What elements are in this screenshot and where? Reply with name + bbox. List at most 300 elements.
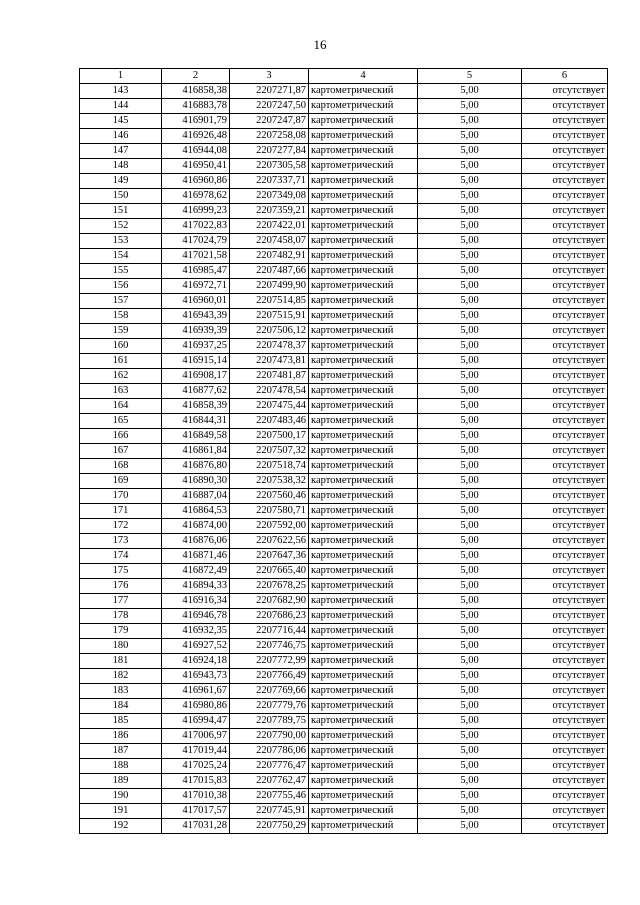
point-number-cell: 170	[80, 489, 162, 504]
method-cell: картометрический	[309, 654, 418, 669]
point-number-cell: 168	[80, 459, 162, 474]
table-row	[80, 324, 608, 339]
accuracy-cell: 5,00	[418, 114, 522, 129]
page-number: 16	[313, 37, 327, 52]
method-cell: картометрический	[309, 144, 418, 159]
description-cell: отсутствует	[522, 354, 608, 369]
x-coordinate-cell: 416883,78	[162, 99, 230, 114]
point-number-cell: 163	[80, 384, 162, 399]
y-coordinate-cell: 2207789,75	[230, 714, 309, 729]
y-coordinate-cell: 2207478,37	[230, 339, 309, 354]
point-number-cell: 181	[80, 654, 162, 669]
x-coordinate-cell: 416915,14	[162, 354, 230, 369]
description-cell: отсутствует	[522, 414, 608, 429]
accuracy-cell: 5,00	[418, 774, 522, 789]
method-cell: картометрический	[309, 714, 418, 729]
method-cell: картометрический	[309, 489, 418, 504]
y-coordinate-cell: 2207478,54	[230, 384, 309, 399]
point-number-cell: 171	[80, 504, 162, 519]
accuracy-cell: 5,00	[418, 714, 522, 729]
accuracy-cell: 5,00	[418, 159, 522, 174]
table-body	[80, 84, 608, 834]
x-coordinate-cell: 416932,35	[162, 624, 230, 639]
description-cell: отсутствует	[522, 489, 608, 504]
point-number-cell: 185	[80, 714, 162, 729]
accuracy-cell: 5,00	[418, 294, 522, 309]
accuracy-cell: 5,00	[418, 84, 522, 99]
y-coordinate-cell: 2207762,47	[230, 774, 309, 789]
x-coordinate-cell: 416908,17	[162, 369, 230, 384]
coordinates-table	[79, 68, 608, 834]
method-cell: картометрический	[309, 744, 418, 759]
point-number-cell: 167	[80, 444, 162, 459]
description-cell: отсутствует	[522, 294, 608, 309]
method-cell: картометрический	[309, 174, 418, 189]
description-cell: отсутствует	[522, 399, 608, 414]
table-row	[80, 684, 608, 699]
x-coordinate-cell: 416937,25	[162, 339, 230, 354]
description-cell: отсутствует	[522, 819, 608, 834]
accuracy-cell: 5,00	[418, 279, 522, 294]
method-cell: картометрический	[309, 159, 418, 174]
table-row	[80, 819, 608, 834]
x-coordinate-cell: 417017,57	[162, 804, 230, 819]
accuracy-cell: 5,00	[418, 264, 522, 279]
x-coordinate-cell: 416876,80	[162, 459, 230, 474]
x-coordinate-cell: 416943,73	[162, 669, 230, 684]
x-coordinate-cell: 416876,06	[162, 534, 230, 549]
accuracy-cell: 5,00	[418, 174, 522, 189]
point-number-cell: 143	[80, 84, 162, 99]
table-row	[80, 789, 608, 804]
method-cell: картометрический	[309, 444, 418, 459]
description-cell: отсутствует	[522, 804, 608, 819]
accuracy-cell: 5,00	[418, 564, 522, 579]
point-number-cell: 176	[80, 579, 162, 594]
accuracy-cell: 5,00	[418, 129, 522, 144]
method-cell: картометрический	[309, 774, 418, 789]
point-number-cell: 190	[80, 789, 162, 804]
x-coordinate-cell: 416874,00	[162, 519, 230, 534]
point-number-cell: 182	[80, 669, 162, 684]
accuracy-cell: 5,00	[418, 444, 522, 459]
table-row	[80, 219, 608, 234]
x-coordinate-cell: 416985,47	[162, 264, 230, 279]
accuracy-cell: 5,00	[418, 579, 522, 594]
method-cell: картометрический	[309, 549, 418, 564]
table-row	[80, 714, 608, 729]
column-header: 1	[80, 69, 162, 84]
method-cell: картометрический	[309, 294, 418, 309]
y-coordinate-cell: 2207475,44	[230, 399, 309, 414]
table-row	[80, 414, 608, 429]
y-coordinate-cell: 2207560,46	[230, 489, 309, 504]
point-number-cell: 166	[80, 429, 162, 444]
accuracy-cell: 5,00	[418, 519, 522, 534]
method-cell: картометрический	[309, 384, 418, 399]
y-coordinate-cell: 2207247,50	[230, 99, 309, 114]
table-row	[80, 759, 608, 774]
point-number-cell: 164	[80, 399, 162, 414]
table-row	[80, 699, 608, 714]
x-coordinate-cell: 417015,83	[162, 774, 230, 789]
y-coordinate-cell: 2207786,06	[230, 744, 309, 759]
y-coordinate-cell: 2207271,87	[230, 84, 309, 99]
y-coordinate-cell: 2207482,91	[230, 249, 309, 264]
y-coordinate-cell: 2207622,56	[230, 534, 309, 549]
description-cell: отсутствует	[522, 324, 608, 339]
method-cell: картометрический	[309, 84, 418, 99]
point-number-cell: 165	[80, 414, 162, 429]
x-coordinate-cell: 416916,34	[162, 594, 230, 609]
y-coordinate-cell: 2207580,71	[230, 504, 309, 519]
table-row	[80, 744, 608, 759]
table-row	[80, 534, 608, 549]
x-coordinate-cell: 416887,04	[162, 489, 230, 504]
description-cell: отсутствует	[522, 549, 608, 564]
description-cell: отсутствует	[522, 174, 608, 189]
point-number-cell: 189	[80, 774, 162, 789]
method-cell: картометрический	[309, 624, 418, 639]
method-cell: картометрический	[309, 264, 418, 279]
column-header: 3	[230, 69, 309, 84]
point-number-cell: 172	[80, 519, 162, 534]
point-number-cell: 180	[80, 639, 162, 654]
x-coordinate-cell: 416994,47	[162, 714, 230, 729]
point-number-cell: 149	[80, 174, 162, 189]
point-number-cell: 158	[80, 309, 162, 324]
description-cell: отсутствует	[522, 474, 608, 489]
x-coordinate-cell: 416871,46	[162, 549, 230, 564]
column-header: 6	[522, 69, 608, 84]
x-coordinate-cell: 416960,01	[162, 294, 230, 309]
accuracy-cell: 5,00	[418, 399, 522, 414]
x-coordinate-cell: 416924,18	[162, 654, 230, 669]
y-coordinate-cell: 2207422,01	[230, 219, 309, 234]
x-coordinate-cell: 416849,58	[162, 429, 230, 444]
accuracy-cell: 5,00	[418, 489, 522, 504]
y-coordinate-cell: 2207790,00	[230, 729, 309, 744]
point-number-cell: 186	[80, 729, 162, 744]
accuracy-cell: 5,00	[418, 789, 522, 804]
accuracy-cell: 5,00	[418, 324, 522, 339]
description-cell: отсутствует	[522, 504, 608, 519]
accuracy-cell: 5,00	[418, 459, 522, 474]
point-number-cell: 169	[80, 474, 162, 489]
y-coordinate-cell: 2207359,21	[230, 204, 309, 219]
x-coordinate-cell: 416872,49	[162, 564, 230, 579]
accuracy-cell: 5,00	[418, 339, 522, 354]
method-cell: картометрический	[309, 399, 418, 414]
table-row	[80, 249, 608, 264]
x-coordinate-cell: 416858,38	[162, 84, 230, 99]
x-coordinate-cell: 417006,97	[162, 729, 230, 744]
point-number-cell: 147	[80, 144, 162, 159]
table-row	[80, 84, 608, 99]
description-cell: отсутствует	[522, 774, 608, 789]
method-cell: картометрический	[309, 639, 418, 654]
description-cell: отсутствует	[522, 219, 608, 234]
point-number-cell: 173	[80, 534, 162, 549]
description-cell: отсутствует	[522, 789, 608, 804]
table-row	[80, 189, 608, 204]
y-coordinate-cell: 2207473,81	[230, 354, 309, 369]
table-row	[80, 354, 608, 369]
description-cell: отсутствует	[522, 279, 608, 294]
accuracy-cell: 5,00	[418, 354, 522, 369]
description-cell: отсутствует	[522, 714, 608, 729]
x-coordinate-cell: 416999,23	[162, 204, 230, 219]
y-coordinate-cell: 2207500,17	[230, 429, 309, 444]
method-cell: картометрический	[309, 684, 418, 699]
x-coordinate-cell: 416960,86	[162, 174, 230, 189]
y-coordinate-cell: 2207686,23	[230, 609, 309, 624]
description-cell: отсутствует	[522, 144, 608, 159]
y-coordinate-cell: 2207779,76	[230, 699, 309, 714]
accuracy-cell: 5,00	[418, 204, 522, 219]
method-cell: картометрический	[309, 504, 418, 519]
table-header-row	[80, 69, 608, 84]
description-cell: отсутствует	[522, 624, 608, 639]
description-cell: отсутствует	[522, 609, 608, 624]
table-row	[80, 669, 608, 684]
table-row	[80, 549, 608, 564]
accuracy-cell: 5,00	[418, 249, 522, 264]
description-cell: отсутствует	[522, 699, 608, 714]
x-coordinate-cell: 416944,08	[162, 144, 230, 159]
method-cell: картометрический	[309, 609, 418, 624]
table-row	[80, 519, 608, 534]
point-number-cell: 153	[80, 234, 162, 249]
table-row	[80, 279, 608, 294]
description-cell: отсутствует	[522, 234, 608, 249]
point-number-cell: 175	[80, 564, 162, 579]
accuracy-cell: 5,00	[418, 759, 522, 774]
x-coordinate-cell: 416901,79	[162, 114, 230, 129]
x-coordinate-cell: 416890,30	[162, 474, 230, 489]
method-cell: картометрический	[309, 369, 418, 384]
accuracy-cell: 5,00	[418, 414, 522, 429]
y-coordinate-cell: 2207247,87	[230, 114, 309, 129]
table-row	[80, 729, 608, 744]
method-cell: картометрический	[309, 189, 418, 204]
description-cell: отсутствует	[522, 384, 608, 399]
method-cell: картометрический	[309, 789, 418, 804]
description-cell: отсутствует	[522, 264, 608, 279]
point-number-cell: 154	[80, 249, 162, 264]
column-header: 2	[162, 69, 230, 84]
x-coordinate-cell: 416894,33	[162, 579, 230, 594]
x-coordinate-cell: 417022,83	[162, 219, 230, 234]
y-coordinate-cell: 2207514,85	[230, 294, 309, 309]
y-coordinate-cell: 2207682,90	[230, 594, 309, 609]
method-cell: картометрический	[309, 519, 418, 534]
y-coordinate-cell: 2207647,36	[230, 549, 309, 564]
y-coordinate-cell: 2207772,99	[230, 654, 309, 669]
description-cell: отсутствует	[522, 759, 608, 774]
description-cell: отсутствует	[522, 309, 608, 324]
table-row	[80, 234, 608, 249]
x-coordinate-cell: 416939,39	[162, 324, 230, 339]
point-number-cell: 162	[80, 369, 162, 384]
method-cell: картометрический	[309, 324, 418, 339]
table-row	[80, 129, 608, 144]
table-row	[80, 609, 608, 624]
description-cell: отсутствует	[522, 159, 608, 174]
table-row	[80, 489, 608, 504]
point-number-cell: 191	[80, 804, 162, 819]
point-number-cell: 192	[80, 819, 162, 834]
method-cell: картометрический	[309, 99, 418, 114]
table-row	[80, 294, 608, 309]
description-cell: отсутствует	[522, 459, 608, 474]
x-coordinate-cell: 416858,39	[162, 399, 230, 414]
accuracy-cell: 5,00	[418, 804, 522, 819]
description-cell: отсутствует	[522, 114, 608, 129]
point-number-cell: 174	[80, 549, 162, 564]
y-coordinate-cell: 2207592,00	[230, 519, 309, 534]
column-header: 4	[309, 69, 418, 84]
y-coordinate-cell: 2207507,32	[230, 444, 309, 459]
point-number-cell: 187	[80, 744, 162, 759]
y-coordinate-cell: 2207766,49	[230, 669, 309, 684]
method-cell: картометрический	[309, 819, 418, 834]
table-row	[80, 579, 608, 594]
table-row	[80, 474, 608, 489]
method-cell: картометрический	[309, 249, 418, 264]
description-cell: отсутствует	[522, 519, 608, 534]
y-coordinate-cell: 2207458,07	[230, 234, 309, 249]
x-coordinate-cell: 416972,71	[162, 279, 230, 294]
y-coordinate-cell: 2207277,84	[230, 144, 309, 159]
accuracy-cell: 5,00	[418, 684, 522, 699]
method-cell: картометрический	[309, 669, 418, 684]
description-cell: отсутствует	[522, 594, 608, 609]
accuracy-cell: 5,00	[418, 669, 522, 684]
point-number-cell: 159	[80, 324, 162, 339]
method-cell: картометрический	[309, 579, 418, 594]
method-cell: картометрический	[309, 204, 418, 219]
accuracy-cell: 5,00	[418, 609, 522, 624]
method-cell: картометрический	[309, 534, 418, 549]
point-number-cell: 161	[80, 354, 162, 369]
point-number-cell: 178	[80, 609, 162, 624]
accuracy-cell: 5,00	[418, 309, 522, 324]
description-cell: отсутствует	[522, 204, 608, 219]
point-number-cell: 177	[80, 594, 162, 609]
y-coordinate-cell: 2207746,75	[230, 639, 309, 654]
table-row	[80, 144, 608, 159]
description-cell: отсутствует	[522, 564, 608, 579]
point-number-cell: 157	[80, 294, 162, 309]
x-coordinate-cell: 417025,24	[162, 759, 230, 774]
description-cell: отсутствует	[522, 339, 608, 354]
table-row	[80, 594, 608, 609]
method-cell: картометрический	[309, 564, 418, 579]
table-row	[80, 174, 608, 189]
table-row	[80, 114, 608, 129]
table-row	[80, 99, 608, 114]
y-coordinate-cell: 2207750,29	[230, 819, 309, 834]
table-row	[80, 564, 608, 579]
y-coordinate-cell: 2207515,91	[230, 309, 309, 324]
description-cell: отсутствует	[522, 429, 608, 444]
point-number-cell: 146	[80, 129, 162, 144]
method-cell: картометрический	[309, 114, 418, 129]
x-coordinate-cell: 416926,48	[162, 129, 230, 144]
table-row	[80, 339, 608, 354]
x-coordinate-cell: 416861,84	[162, 444, 230, 459]
y-coordinate-cell: 2207776,47	[230, 759, 309, 774]
x-coordinate-cell: 417021,58	[162, 249, 230, 264]
x-coordinate-cell: 416864,53	[162, 504, 230, 519]
x-coordinate-cell: 416946,78	[162, 609, 230, 624]
accuracy-cell: 5,00	[418, 744, 522, 759]
table-row	[80, 384, 608, 399]
description-cell: отсутствует	[522, 369, 608, 384]
y-coordinate-cell: 2207337,71	[230, 174, 309, 189]
accuracy-cell: 5,00	[418, 234, 522, 249]
description-cell: отсутствует	[522, 129, 608, 144]
accuracy-cell: 5,00	[418, 729, 522, 744]
accuracy-cell: 5,00	[418, 594, 522, 609]
description-cell: отсутствует	[522, 249, 608, 264]
table-row	[80, 639, 608, 654]
x-coordinate-cell: 416927,52	[162, 639, 230, 654]
table-row	[80, 504, 608, 519]
accuracy-cell: 5,00	[418, 99, 522, 114]
accuracy-cell: 5,00	[418, 369, 522, 384]
point-number-cell: 148	[80, 159, 162, 174]
method-cell: картометрический	[309, 759, 418, 774]
point-number-cell: 188	[80, 759, 162, 774]
description-cell: отсутствует	[522, 84, 608, 99]
x-coordinate-cell: 416943,39	[162, 309, 230, 324]
y-coordinate-cell: 2207769,66	[230, 684, 309, 699]
table-row	[80, 444, 608, 459]
y-coordinate-cell: 2207487,66	[230, 264, 309, 279]
x-coordinate-cell: 417010,38	[162, 789, 230, 804]
description-cell: отсутствует	[522, 744, 608, 759]
y-coordinate-cell: 2207538,32	[230, 474, 309, 489]
description-cell: отсутствует	[522, 189, 608, 204]
y-coordinate-cell: 2207755,46	[230, 789, 309, 804]
point-number-cell: 145	[80, 114, 162, 129]
point-number-cell: 156	[80, 279, 162, 294]
accuracy-cell: 5,00	[418, 624, 522, 639]
y-coordinate-cell: 2207665,40	[230, 564, 309, 579]
method-cell: картометрический	[309, 729, 418, 744]
point-number-cell: 184	[80, 699, 162, 714]
x-coordinate-cell: 417019,44	[162, 744, 230, 759]
point-number-cell: 152	[80, 219, 162, 234]
table-row	[80, 654, 608, 669]
method-cell: картометрический	[309, 234, 418, 249]
method-cell: картометрический	[309, 699, 418, 714]
accuracy-cell: 5,00	[418, 429, 522, 444]
accuracy-cell: 5,00	[418, 654, 522, 669]
method-cell: картометрический	[309, 459, 418, 474]
description-cell: отсутствует	[522, 444, 608, 459]
accuracy-cell: 5,00	[418, 144, 522, 159]
x-coordinate-cell: 416877,62	[162, 384, 230, 399]
accuracy-cell: 5,00	[418, 549, 522, 564]
table-row	[80, 804, 608, 819]
accuracy-cell: 5,00	[418, 819, 522, 834]
method-cell: картометрический	[309, 219, 418, 234]
x-coordinate-cell: 416961,67	[162, 684, 230, 699]
method-cell: картометрический	[309, 429, 418, 444]
